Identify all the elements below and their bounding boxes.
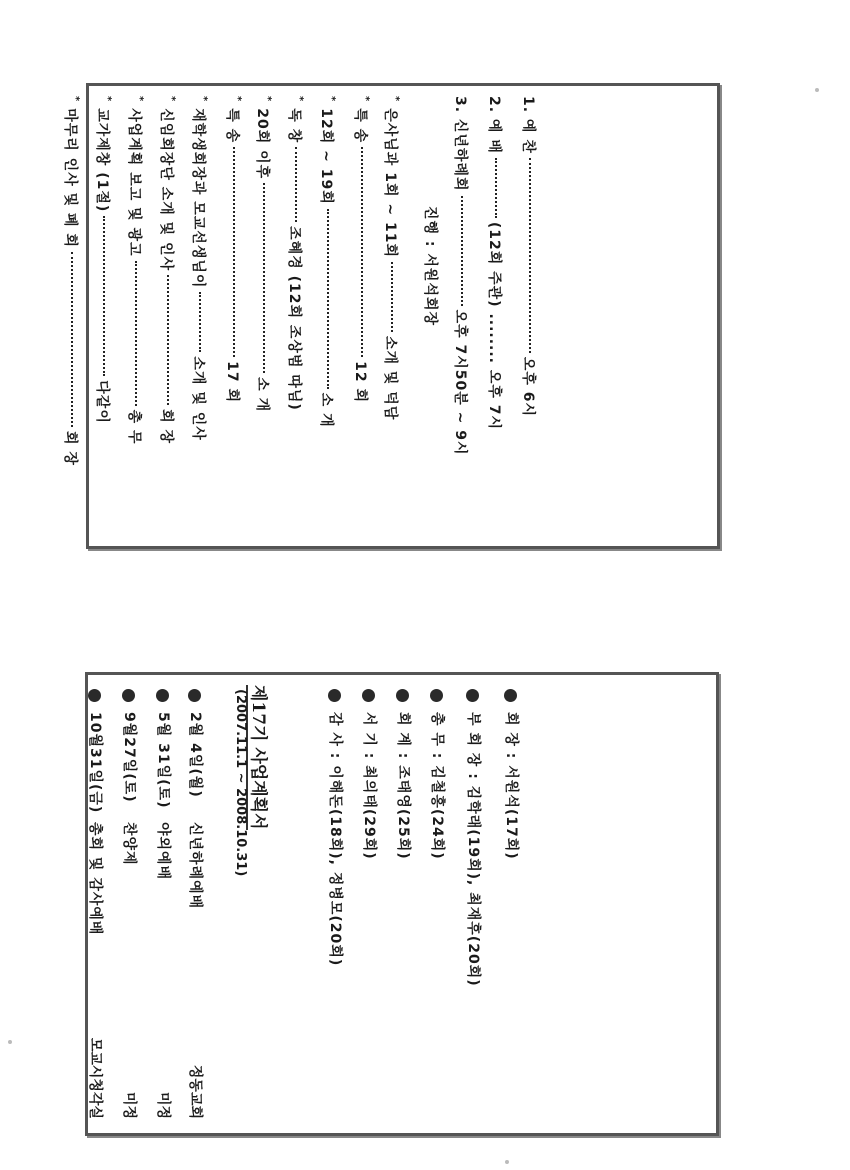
bullet-icon	[123, 689, 136, 702]
program-item-value: 17 회	[224, 361, 240, 404]
officer-item	[394, 689, 414, 860]
dot-leader	[233, 147, 235, 357]
officer-item	[428, 689, 448, 860]
program-item	[189, 96, 209, 441]
asterisk-icon: *	[70, 96, 81, 103]
event-date: 5월 31일(토)	[155, 712, 171, 809]
officer-item	[464, 689, 484, 987]
dot-leader	[263, 183, 265, 373]
asterisk-icon: *	[326, 96, 337, 103]
program-item-label: 독 창	[286, 108, 302, 144]
program-item	[485, 96, 505, 430]
bullet-icon	[431, 689, 444, 702]
bullet-icon	[157, 689, 170, 702]
asterisk-icon: *	[262, 96, 273, 103]
bullet-icon	[189, 689, 202, 702]
dot-leader	[199, 292, 201, 352]
asterisk-icon: *	[390, 96, 401, 103]
program-item-value: 소 개	[318, 392, 334, 428]
asterisk-icon: *	[294, 96, 305, 103]
dot-leader	[327, 209, 329, 389]
program-item-value: 오후 7시50분 ~ 9시	[452, 309, 468, 456]
asterisk-icon: *	[102, 96, 113, 103]
program-item-value: 회 장	[158, 409, 174, 445]
program-item-value: 오후 6시	[520, 356, 536, 418]
dot-leader	[461, 196, 463, 306]
event-row	[186, 689, 206, 909]
program-item-value: 소 개	[254, 377, 270, 413]
program-item-label: 사업계획 보고 및 광고	[126, 108, 142, 257]
dot-leader	[361, 147, 363, 357]
program-item-value: 다같이	[94, 380, 110, 424]
plan-box	[85, 672, 719, 1136]
event-row	[120, 689, 140, 866]
program-item-label: 20회 이후	[254, 108, 270, 180]
program-item-value: 진행 : 서원석회장	[422, 206, 438, 327]
program-item	[285, 96, 305, 411]
program-item-label: 12회 ~ 19회	[318, 108, 334, 205]
program-box	[62, 83, 720, 549]
dot-leader	[529, 158, 531, 353]
bullet-icon	[363, 689, 376, 702]
event-date: 2월 4일(월)	[187, 712, 203, 798]
officer-text: 회 계 : 조태영(25회)	[395, 712, 411, 860]
program-item	[351, 96, 371, 403]
program-item-label: 신임회장단 소개 및 인사	[158, 108, 174, 272]
event-location: 정동교회	[187, 1064, 203, 1119]
program-item-value: 회 장	[62, 430, 78, 466]
program-item	[93, 96, 113, 424]
program-item-value: 12 회	[352, 361, 368, 404]
event-name: 신년하례예배	[187, 822, 203, 910]
officer-item	[502, 689, 522, 860]
asterisk-icon: *	[232, 96, 243, 103]
scan-speck	[815, 88, 819, 92]
bullet-icon	[329, 689, 342, 702]
program-item	[253, 96, 273, 412]
program-item	[381, 96, 401, 420]
program-item-value: 총 무	[126, 409, 142, 445]
dot-leader	[103, 216, 105, 376]
event-date: 10월31일(금)	[87, 712, 103, 814]
program-item-label: 마무리 인사 및 폐 회	[62, 108, 78, 248]
event-location: 모교시청각실	[87, 1037, 103, 1119]
dot-leader	[391, 262, 393, 332]
program-item	[61, 96, 81, 466]
asterisk-icon: *	[134, 96, 145, 103]
asterisk-icon: *	[360, 96, 371, 103]
officer-text: 서 기 : 최의태(29회)	[361, 712, 377, 860]
program-item-label: 재학생회장과 모교선생님이	[190, 108, 206, 289]
dot-leader	[295, 147, 297, 222]
program-item	[519, 96, 539, 417]
program-item-value: 소개 및 덕담	[382, 335, 398, 421]
program-item-label: 은사님과 1회 ~ 11회	[382, 108, 398, 258]
program-item-label: 특 송	[352, 108, 368, 144]
dot-leader	[167, 275, 169, 405]
officer-text: 총 무 : 김철홍(24회)	[429, 712, 445, 860]
bullet-icon	[89, 689, 102, 702]
officer-text: 감 사 : 이해돈(18회), 정병모(20회)	[327, 712, 343, 967]
event-row	[154, 689, 174, 880]
program-item-label: 교가제창 (1절)	[94, 108, 110, 213]
officer-text: 부 회 장 : 김학래(19회), 최재후(20회)	[465, 712, 481, 987]
program-item-label: 3. 신년하례회	[452, 96, 468, 192]
dot-leader	[71, 252, 73, 427]
program-item	[451, 96, 471, 456]
event-row	[86, 689, 106, 935]
plan-title: 제17기 사업계획서	[246, 685, 273, 830]
event-name: 찬양제	[121, 822, 137, 866]
program-item	[157, 96, 177, 444]
event-location: 미정	[155, 1091, 171, 1119]
program-item	[317, 96, 337, 428]
bullet-icon	[467, 689, 480, 702]
program-item-label: 2. 예 배	[486, 96, 502, 154]
plan-content	[0, 675, 546, 1133]
asterisk-icon: *	[198, 96, 209, 103]
program-item-value: 조혜경 (12회 조상범 따님)	[286, 226, 302, 411]
officer-item	[360, 689, 380, 860]
program-item-value: 소개 및 인사	[190, 356, 206, 441]
officer-text: 회 장 : 서원석(17회)	[503, 712, 519, 860]
event-name: 총회 및 감사예배	[87, 822, 103, 936]
officer-item	[326, 689, 346, 966]
program-item-label: 1. 예 찬	[520, 96, 536, 154]
program-item-label: 특 송	[224, 108, 240, 144]
program-item-value: (12회 주관) ........ 오후 7시	[486, 221, 502, 431]
dot-leader	[135, 261, 137, 406]
plan-period: (2007.11.1 ~ 2008.10.31)	[233, 689, 248, 877]
event-name: 야외예배	[155, 822, 171, 881]
dot-leader	[495, 158, 497, 218]
bullet-icon	[397, 689, 410, 702]
bullet-icon	[505, 689, 518, 702]
asterisk-icon: *	[166, 96, 177, 103]
program-content	[0, 86, 549, 546]
event-location: 미정	[121, 1091, 137, 1119]
program-item	[125, 96, 145, 445]
program-item	[223, 96, 243, 403]
scan-speck	[505, 1160, 509, 1164]
program-item	[421, 206, 441, 326]
event-date: 9월27일(토)	[121, 712, 137, 803]
scan-speck	[8, 1040, 12, 1044]
